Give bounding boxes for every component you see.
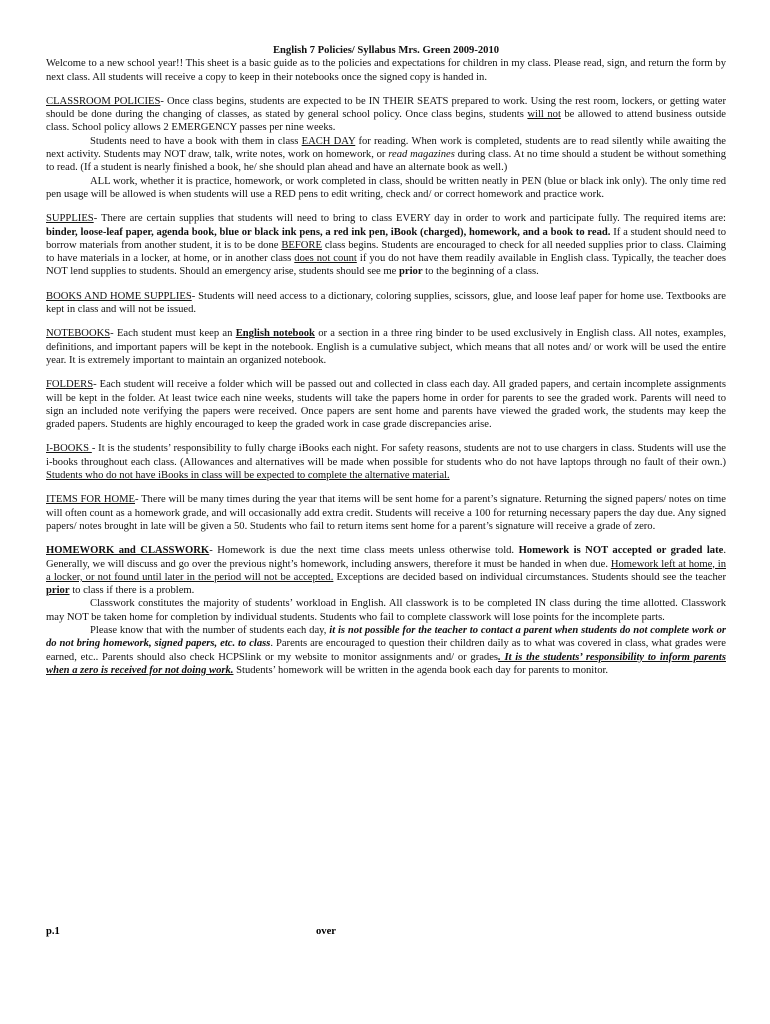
text-span: . Generally, we will discuss and go over the previous night’s homework, including answers, therefore it must be handed in when due. [46,545,726,570]
text-span: prior [46,585,70,597]
text-span: or a section in a three ring binder to be used exclusively in English class. All notes, examples, definitions, and important papers will be kept in the notebook. English is a cumulative subject, which means that all notes and/ or work will be used the entire year. It is extremely important to maintain an organized notebook. [46,328,726,366]
books-home-supplies-paragraph [46,290,726,317]
text-span: during class. At no time should a student be without something to read. (If a student is nearly finished a book, he/ she should plan ahead and have an alternate book as well.) [46,149,727,174]
text-span: class begins. Students are encouraged to check for all needed supplies prior to class. Claiming to have materials in a locker, at home, or in another class [46,239,726,265]
text-span: . It is the students’ responsibility to inform parents when a zero is received for not doing work. [46,651,726,676]
intro-paragraph: Welcome to a new school year!! This sheet is a basic guide as to the policies and expectations for children in my class. Please read, sign, and return the form by next class. All students will receive a copy to keep in their notebooks once the signed copy is handed in. [46,58,726,83]
classroom-policies-heading: CLASSROOM POLICIES [46,95,161,107]
document-title: English 7 Policies/ Syllabus Mrs. Green 2009-2010 [272,45,500,56]
parent-contact-paragraph [46,624,726,677]
classroom-policies-paragraph [46,95,726,135]
folders-heading: FOLDERS [46,379,94,391]
homework-heading: HOMEWORK and CLASSWORK [46,545,210,557]
text-span: to class if there is a problem. [69,585,195,597]
text-span: English notebook [235,328,315,340]
text-span: BEFORE [281,239,322,251]
ibooks-heading: I-BOOKS [46,443,92,455]
syllabus-page [46,44,726,677]
text-span: - There will be many times during the year that items will be sent home for a parent’s signature. Returning the signed papers/ notes on time will often count as a homework grade, and will occasionally add extra credit. Students will receive a 100 for returning necessary papers the day due. Any signed papers/ notes brought in late will be given a 50. Students who fail to return items sent home for a parent’s signature will receive a grade of zero. [46,494,726,532]
text-span: . Parents are encouraged to question their children daily as to what was covered in class, what grades were earned, etc.. Parents should also check HCPSlink or my website to monitor assignments and/ or grades [46,638,726,663]
supplies-heading: SUPPLIES [46,213,94,225]
text-span: to the beginning of a class. [422,266,539,278]
text-span: does not count [294,253,357,265]
text-span: for reading. When work is completed, students are to read silently while awaiting the next activity. Students may NOT draw, talk, write notes, work on homework, or [46,135,726,161]
text-span: be allowed to attend business outside class. School policy allows 2 EMERGENCY passes per nine weeks. [46,109,726,134]
pen-policy-paragraph: ALL work, whether it is practice, homework, or work completed in class, should be written neatly in PEN (blue or black ink only). The only time red pen usage will be allowed is when students will use a RED pens to edit writing, check and/ or correct homework and practice work. [46,175,726,200]
text-span: - Students will need access to a dictionary, coloring supplies, scissors, glue, and loose leaf paper for home use. Textbooks are kept in class and will not be issued. [46,290,726,316]
text-span: Students who do not have iBooks in class will be expected to complete the alternative material. [46,470,450,482]
classwork-paragraph: Classwork constitutes the majority of students’ workload in English. All classwork is to be completed IN class during the time allotted. Classwork may NOT be taken home for completion by individual students. Students who fail to complete classwork will lose points for the incomplete parts. [46,598,726,623]
text-span: EACH DAY [301,135,356,147]
text-span: it is not possible for the teacher to contact a parent when students do not complete work or do not bring homework, signed papers, etc. to class [46,624,726,650]
items-for-home-paragraph [46,493,726,533]
homework-paragraph [46,544,726,597]
ibooks-paragraph [46,442,726,482]
text-span: - Once class begins, students are expected to be IN THEIR SEATS prepared to work. Using the rest room, lockers, or getting water should be done during the changing of classes, as stated by general school policy. Once class begins, students [46,95,726,121]
text-span: - There are certain supplies that students will need to bring to class EVERY day in order to work and participate fully. The required items are: [93,213,726,225]
text-span: - It is the students’ responsibility to fully charge iBooks each night. For safety reasons, students are not to use chargers in class. Students will use the i-books throughout each class. (Allowances and alternatives will be made when possible for students who do not have laptops through no fault of their own.) [46,443,726,468]
text-span: Homework is NOT accepted or graded late [518,545,724,557]
text-span: - Each student will receive a folder which will be passed out and collected in class each day. All graded papers, and certain incomplete assignments will be kept in the folder. At least twice each nine weeks, students will take the papers home in order for parents to see the graded work. Parents will need to sign an included note verifying the papers were received. Once papers are sent home and parents have viewed the graded work, the students may keep the graded papers. Students are highly encouraged to keep the graded work in case grade discrepancies arise. [46,379,726,431]
over-label: over [316,926,336,937]
folders-paragraph [46,378,726,431]
supplies-paragraph [46,212,726,278]
text-span: If a student should need to borrow materials from another student, it is to be done [46,226,726,251]
notebooks-heading: NOTEBOOKS [46,328,111,340]
reading-book-paragraph [46,135,726,175]
page-number: p.1 [46,926,60,937]
text-span: if you do not have them readily available in English class. Typically, the teacher does NOT lend supplies to students. Should an emergency arise, students should see me [46,253,726,278]
text-span: Homework left at home, in a locker, or not found until later in the period will not be accepted. [46,558,726,583]
text-span: read magazines [388,149,455,161]
text-span: Students’ homework will be written in the agenda book each day for parents to monitor. [233,664,609,676]
books-home-supplies-heading: BOOKS AND HOME SUPPLIES [46,290,192,302]
text-span: Exceptions are decided based on individual circumstances. Students should see the teacher [333,571,727,583]
text-span: binder, loose-leaf paper, agenda book, blue or black ink pens, a red ink pen, iBook (charged), homework, and a book to read. [46,226,611,238]
notebooks-paragraph [46,327,726,367]
text-span: prior [398,266,423,278]
text-span: - Each student must keep an [110,328,236,340]
text-span: Please know that with the number of students each day, [90,624,330,636]
items-for-home-heading: ITEMS FOR HOME [46,494,136,506]
text-span: - Homework is due the next time class meets unless otherwise told. [209,545,519,557]
text-span: will not [527,109,561,121]
text-span: Students need to have a book with them in class [90,135,302,147]
